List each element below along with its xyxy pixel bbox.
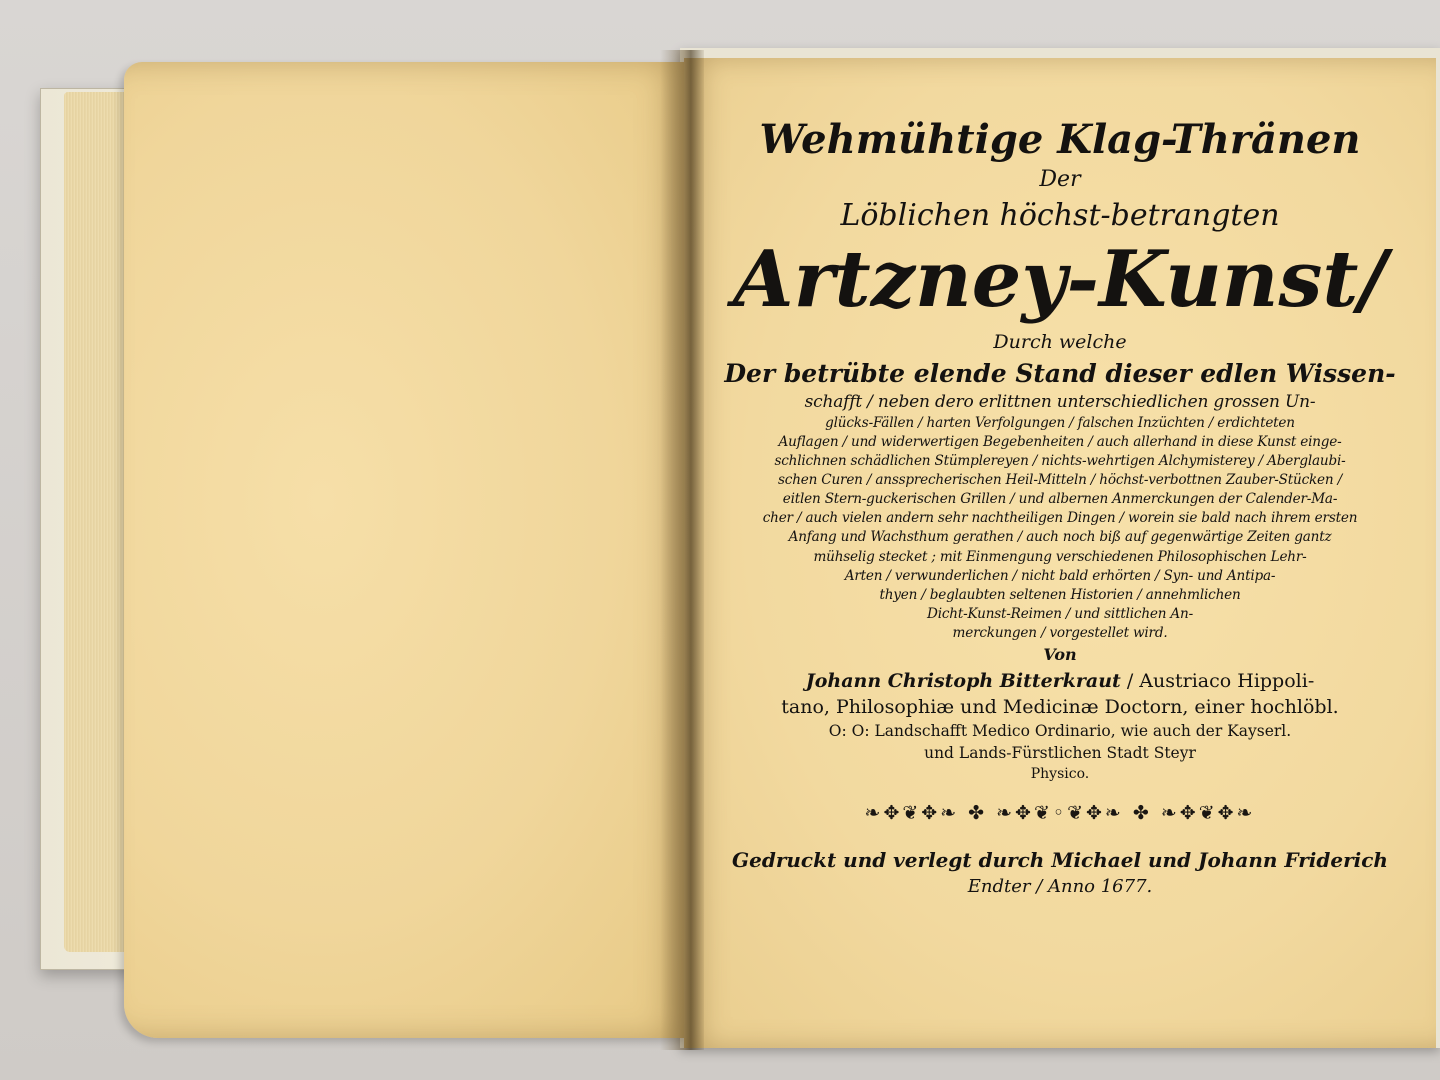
body-line: schlichnen schädlichen Stümplereyen / nichts-wehrtigen Alchymisterey / Aberglaubi-: [774, 453, 1346, 470]
body-line: glücks-Fällen / harten Verfolgungen / falschen Inzüchten / erdichteten: [825, 414, 1295, 431]
body-text: [720, 390, 1400, 643]
author-line: Physico.: [1030, 766, 1090, 783]
author-name: Johann Christoph Bitterkraut: [805, 670, 1121, 693]
subheading: Löblichen höchst-betrangten: [840, 198, 1280, 233]
blank-left-page: [124, 62, 688, 1038]
main-title: Artzney-Kunst/: [733, 234, 1387, 325]
body-line: merckungen / vorgestellet wird.: [952, 624, 1168, 641]
author-line: tano, Philosophiæ und Medicinæ Doctorn, einer hochlöbl.: [781, 696, 1339, 719]
title-page-text: [720, 116, 1400, 900]
body-line: schafft / neben dero erlittnen unterschiedlichen grossen Un-: [804, 391, 1316, 412]
body-line: Arten / verwunderlichen / nicht bald erhörten / Syn- und Antipa-: [844, 567, 1276, 584]
author-line: und Lands-Fürstlichen Stadt Steyr: [924, 744, 1196, 763]
von-line: Von: [1043, 645, 1077, 665]
imprint-date: Endter / Anno 1677.: [967, 876, 1153, 898]
body-line: schen Curen / anssprecherischen Heil-Mitteln / höchst-verbottnen Zauber-Stücken /: [778, 472, 1342, 489]
imprint-line: Gedruckt und verlegt durch Michael und Johann Friderich: [732, 848, 1388, 873]
body-line: mühselig stecket ; mit Einmengung verschiedenen Philosophischen Lehr-: [813, 548, 1307, 565]
heading: Wehmühtige Klag-Thränen: [759, 116, 1361, 163]
body-line: Dicht-Kunst-Reimen / und sittlichen An-: [927, 605, 1193, 622]
body-line: thyen / beglaubten seltenen Historien / annehmlichen: [879, 586, 1241, 603]
body-line: Anfang und Wachsthum gerathen / auch noch biß auf gegenwärtige Zeiten gantz: [788, 529, 1332, 546]
body-line: eitlen Stern-guckerischen Grillen / und albernen Anmerckungen der Calender-Ma-: [782, 491, 1338, 508]
author-line: O: O: Landschafft Medico Ordinario, wie auch der Kayserl.: [828, 722, 1292, 741]
author-line: [720, 668, 1400, 694]
author-affiliation: / Austriaco Hippoli-: [1126, 670, 1315, 693]
lead-line: Der betrübte elende Stand dieser edlen Wissen-: [724, 358, 1396, 388]
body-line: cher / auch vielen andern sehr nachtheiligen Dingen / worein sie bald nach ihrem ersten: [762, 510, 1358, 527]
durch-welche: Durch welche: [993, 330, 1127, 353]
title-page: [684, 58, 1436, 1048]
der-line: Der: [1039, 167, 1081, 192]
gutter-shadow: [660, 50, 704, 1050]
printers-ornament: ❧✥❦✥❧ ✤ ❧✥❦◦❦✥❧ ✤ ❧✥❦✥❧: [864, 802, 1256, 825]
body-line: Auflagen / und widerwertigen Begebenheiten / auch allerhand in diese Kunst einge-: [778, 433, 1342, 450]
